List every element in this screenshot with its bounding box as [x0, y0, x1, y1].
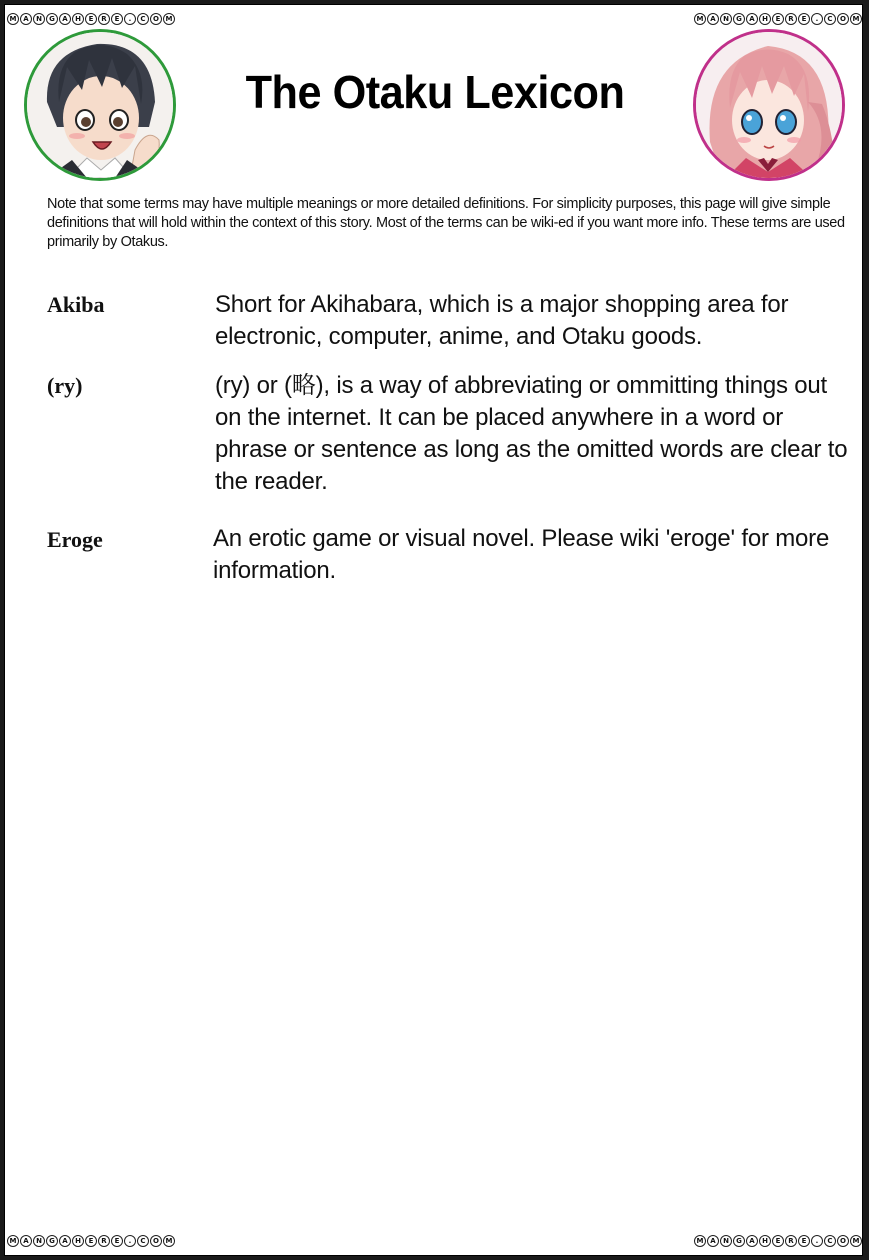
watermark-letter: R: [98, 13, 110, 25]
page-title: The Otaku Lexicon: [245, 66, 625, 118]
watermark-letter: E: [798, 13, 810, 25]
watermark-letter: E: [772, 13, 784, 25]
watermark-letter: C: [824, 13, 836, 25]
watermark-letter: M: [694, 13, 706, 25]
watermark-letter: R: [785, 13, 797, 25]
watermark-letter: M: [7, 1235, 19, 1247]
lexicon-page: [4, 4, 863, 1256]
watermark-letter: R: [785, 1235, 797, 1247]
watermark-letter: E: [85, 1235, 97, 1247]
watermark-letter: .: [811, 13, 823, 25]
watermark-letter: G: [46, 13, 58, 25]
watermark-letter: N: [33, 1235, 45, 1247]
watermark-letter: H: [759, 13, 771, 25]
watermark-letter: A: [746, 1235, 758, 1247]
girl-character-avatar-icon: [693, 29, 845, 181]
watermark-letter: R: [98, 1235, 110, 1247]
watermark-letter: G: [46, 1235, 58, 1247]
watermark-letter: N: [720, 13, 732, 25]
watermark-letter: C: [824, 1235, 836, 1247]
entry-definition: (ry) or (略), is a way of abbreviating or ommitting things out on the internet. It can be placed anywhere in a word or phrase or sentence as long as the omitted words are clear to the reader.: [215, 372, 848, 495]
entry-term: (ry): [47, 373, 83, 398]
watermark-letter: H: [759, 1235, 771, 1247]
watermark-letter: C: [137, 13, 149, 25]
watermark-letter: .: [124, 13, 136, 25]
watermark-letter: N: [33, 13, 45, 25]
watermark-letter: M: [163, 13, 175, 25]
watermark-letter: O: [150, 13, 162, 25]
watermark-letter: M: [694, 1235, 706, 1247]
watermark-letter: M: [850, 1235, 862, 1247]
watermark-bottom-right: [694, 1233, 862, 1249]
intro-note: Note that some terms may have multiple meanings or more detailed definitions. For simplicity purposes, this page will give simple definitions that will hold within the context of this story. Most of the terms can be wiki-ed if you want more info. These terms are used primarily by Otakus.: [47, 196, 845, 250]
watermark-letter: N: [720, 1235, 732, 1247]
watermark-letter: E: [111, 13, 123, 25]
watermark-letter: M: [163, 1235, 175, 1247]
watermark-letter: A: [707, 1235, 719, 1247]
watermark-top-left: [7, 11, 175, 27]
entry-definition: Short for Akihabara, which is a major shopping area for electronic, computer, anime, and Otaku goods.: [215, 291, 789, 350]
watermark-letter: .: [811, 1235, 823, 1247]
watermark-letter: A: [20, 13, 32, 25]
watermark-bottom-left: [7, 1233, 175, 1249]
watermark-letter: M: [850, 13, 862, 25]
watermark-letter: O: [150, 1235, 162, 1247]
watermark-letter: .: [124, 1235, 136, 1247]
watermark-letter: A: [59, 1235, 71, 1247]
watermark-letter: A: [20, 1235, 32, 1247]
watermark-letter: O: [837, 1235, 849, 1247]
entry-definition: An erotic game or visual novel. Please wiki 'eroge' for more information.: [213, 525, 830, 584]
watermark-letter: E: [85, 13, 97, 25]
watermark-letter: E: [111, 1235, 123, 1247]
watermark-letter: M: [7, 13, 19, 25]
entry-term: Akiba: [47, 292, 105, 317]
watermark-letter: E: [798, 1235, 810, 1247]
watermark-letter: H: [72, 1235, 84, 1247]
watermark-letter: G: [733, 13, 745, 25]
watermark-letter: E: [772, 1235, 784, 1247]
watermark-letter: A: [707, 13, 719, 25]
watermark-letter: A: [59, 13, 71, 25]
watermark-letter: A: [746, 13, 758, 25]
boy-character-avatar-icon: [24, 29, 176, 181]
entry-term: Eroge: [47, 527, 103, 552]
watermark-letter: H: [72, 13, 84, 25]
watermark-letter: O: [837, 13, 849, 25]
watermark-letter: G: [733, 1235, 745, 1247]
watermark-top-right: [694, 11, 862, 27]
watermark-letter: C: [137, 1235, 149, 1247]
